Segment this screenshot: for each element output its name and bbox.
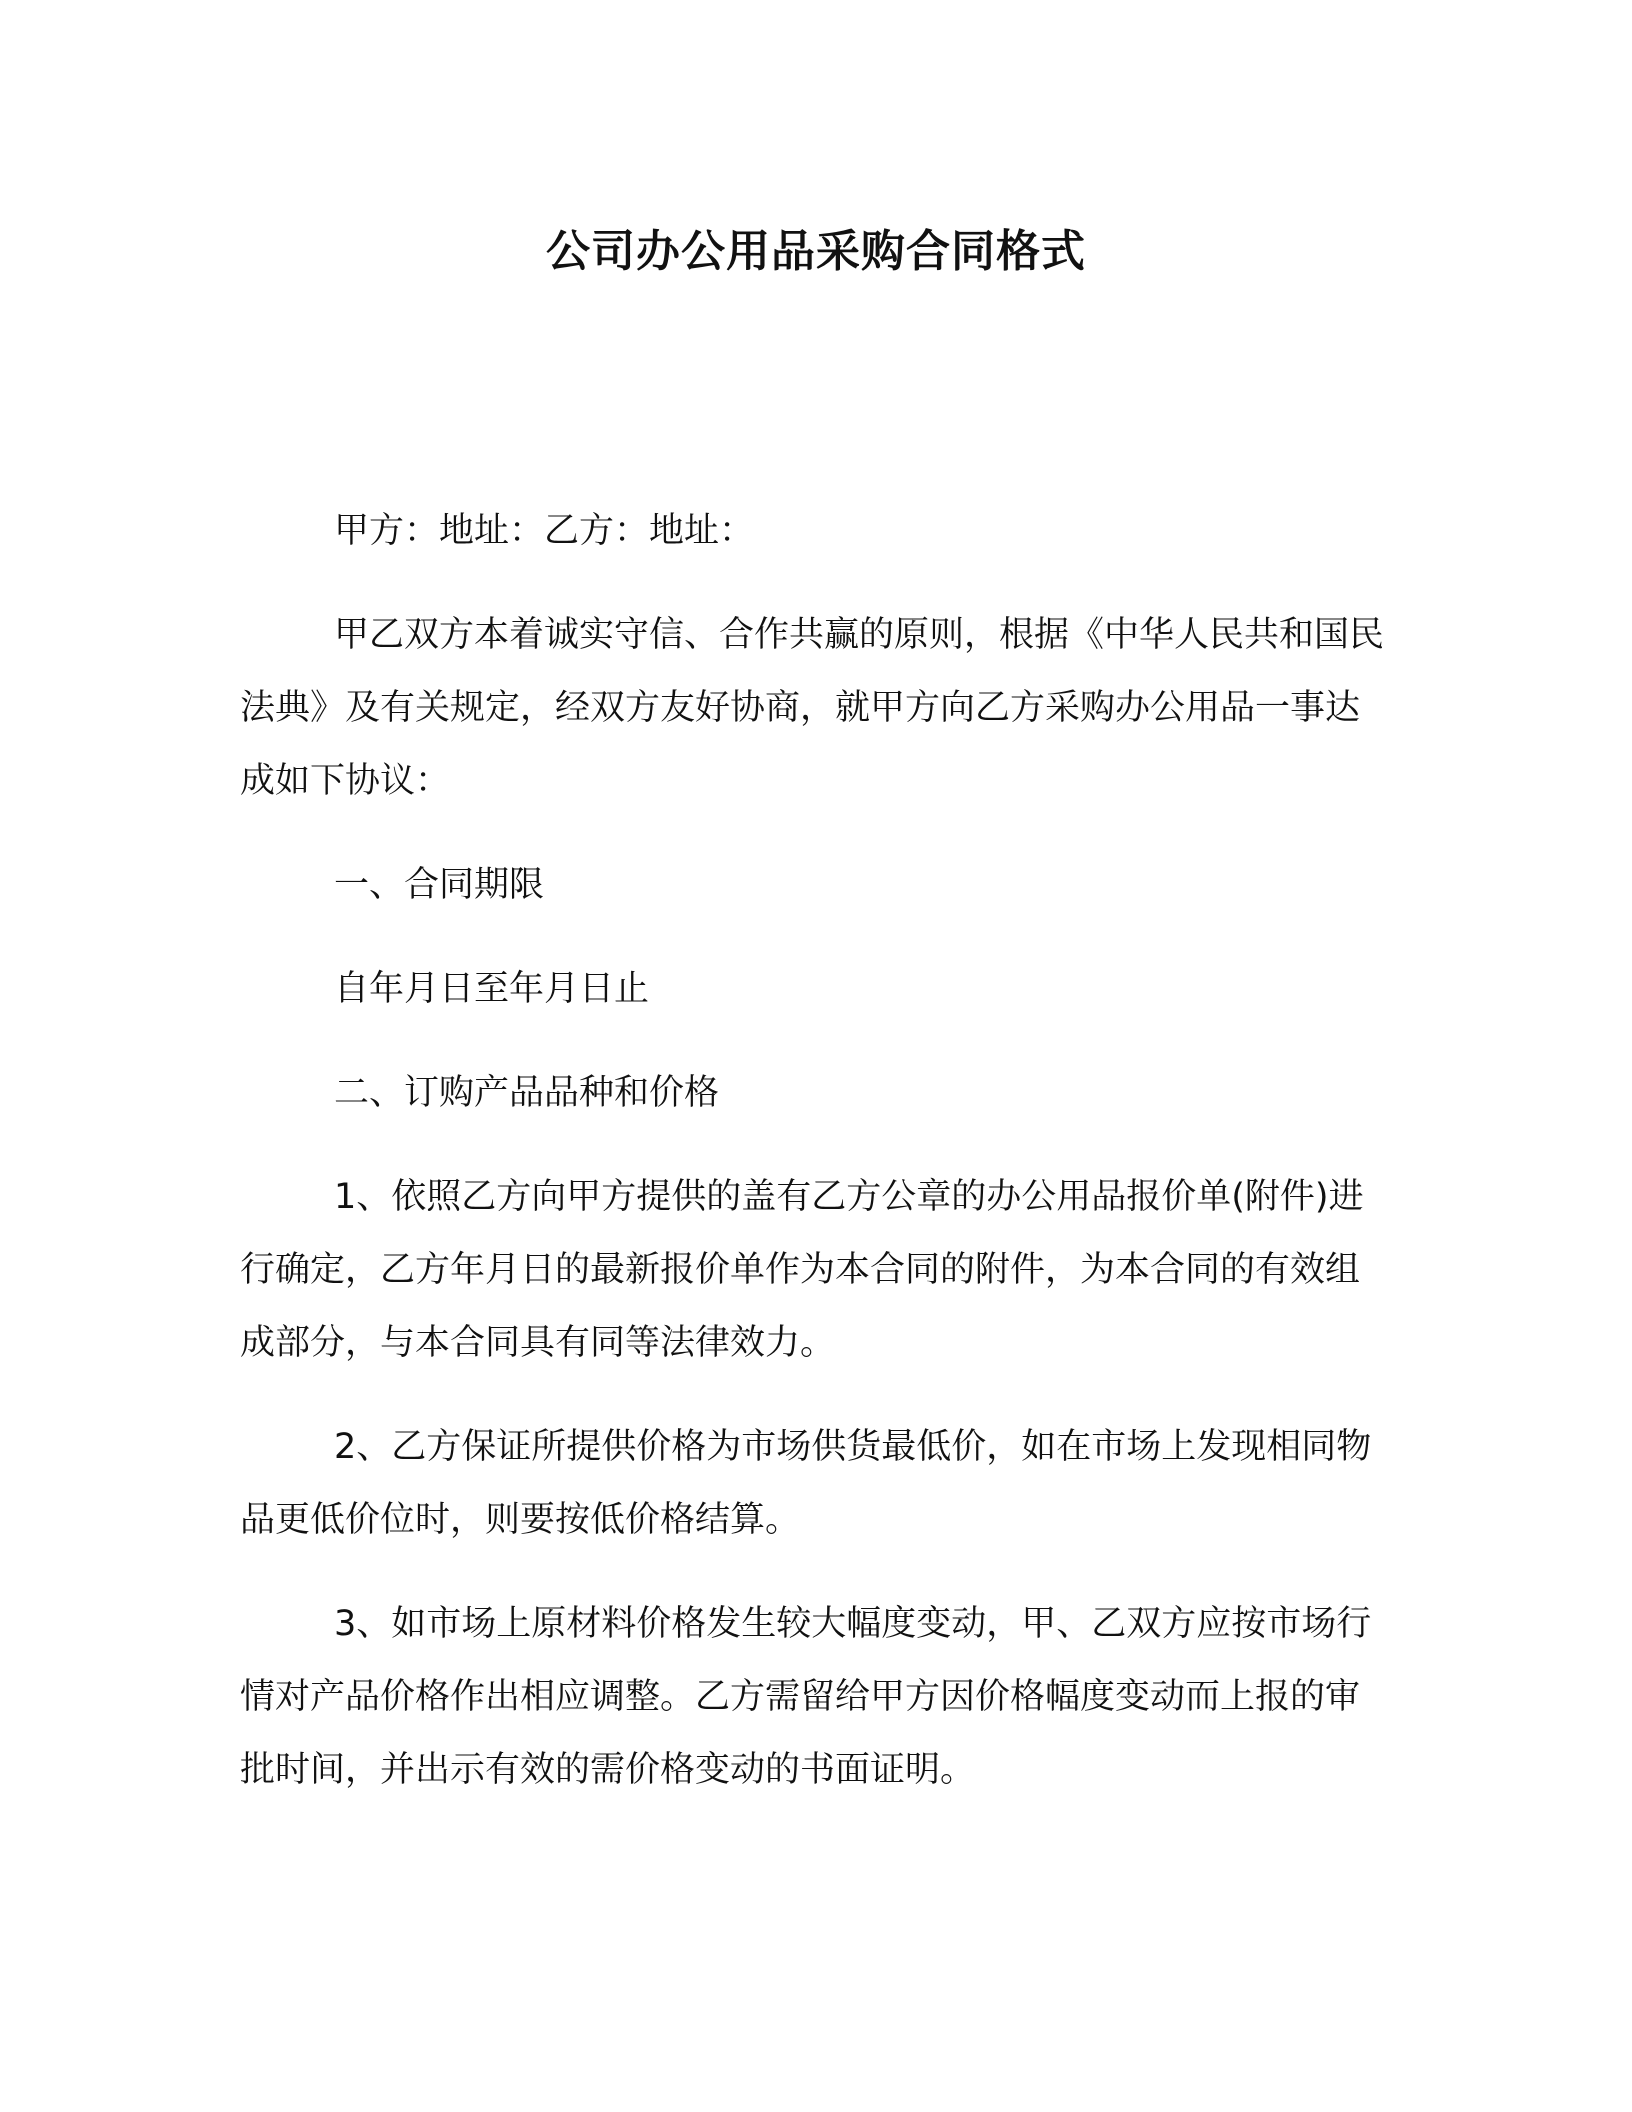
section-heading-products: 二、订购产品品种和价格 bbox=[334, 1073, 720, 1113]
clause-1-paragraph: 1、依照乙方向甲方提供的盖有乙方公章的办公用品报价单(附件)进行确定，乙方年月日的最新报价单作为本合同的附件，为本合同的有效组成部分，与本合同具有同等法律效力。 bbox=[240, 1177, 1364, 1363]
preamble-paragraph: 甲乙双方本着诚实守信、合作共赢的原则，根据《中华人民共和国民法典》及有关规定，经双方友好协商，就甲方向乙方采购办公用品一事达成如下协议： bbox=[240, 615, 1385, 801]
document-body bbox=[240, 495, 1388, 1838]
document-title: 公司办公用品采购合同格式 bbox=[546, 226, 1086, 277]
clause-3-paragraph: 3、如市场上原材料价格发生较大幅度变动，甲、乙双方应按市场行情对产品价格作出相应调整。乙方需留给甲方因价格幅度变动而上报的审批时间，并出示有效的需价格变动的书面证明。 bbox=[240, 1604, 1372, 1790]
clause-2-paragraph: 2、乙方保证所提供价格为市场供货最低价，如在市场上发现相同物品更低价位时，则要按低价格结算。 bbox=[240, 1427, 1372, 1540]
section-heading-term: 一、合同期限 bbox=[334, 865, 545, 905]
parties-paragraph: 甲方：地址：乙方：地址： bbox=[334, 511, 755, 551]
term-paragraph: 自年月日至年月日止 bbox=[334, 969, 650, 1009]
